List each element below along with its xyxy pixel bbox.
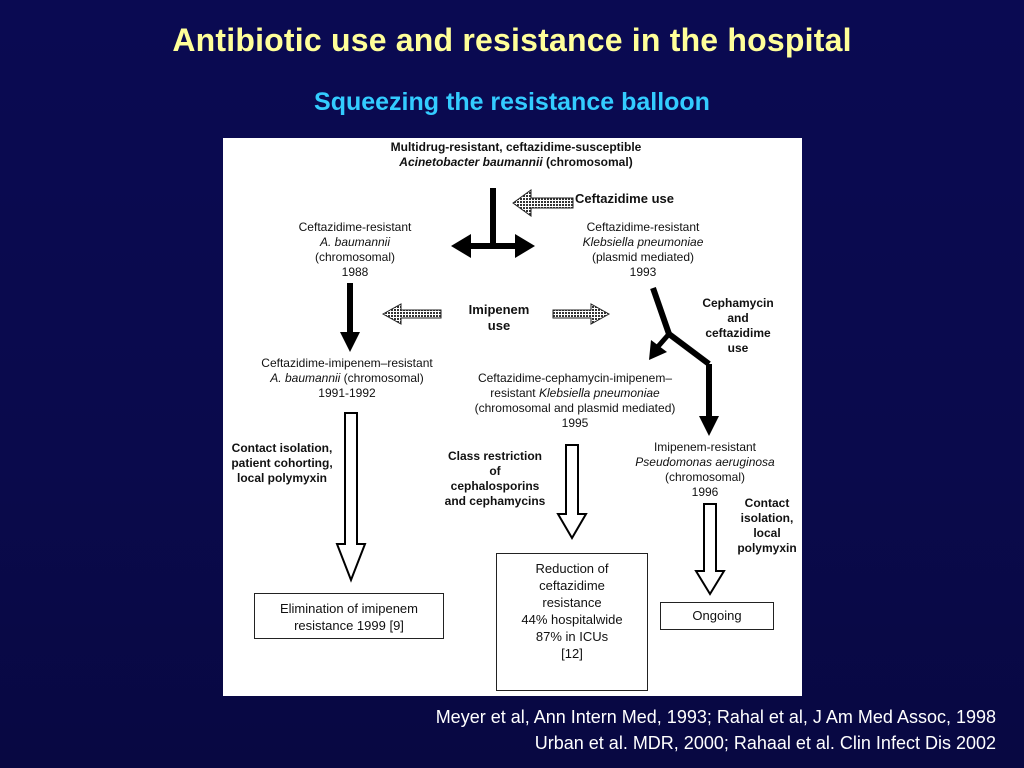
mid2-line3: (chromosomal and plasmid mediated) [474,401,676,415]
left-node-1988 [275,220,435,280]
hollow-arrow-mid [558,445,586,538]
hollow-arrow-right [696,504,724,594]
right2-line1: Imipenem-resistant [653,440,757,454]
outcome-ongoing-box: Ongoing [660,602,774,630]
left2-line1: Ceftazidime-imipenem–resistant [261,356,433,370]
contact-left-line1: Contact isolation, [231,441,333,455]
contact-isolation-right [731,496,803,556]
cephamycin-line2: and [727,311,749,325]
top-species: Acinetobacter baumannii [399,155,543,169]
cephamycin-line1: Cephamycin [702,296,774,310]
reference-line-1: Meyer et al, Ann Intern Med, 1993; Rahal et al, J Am Med Assoc, 1998 [435,707,996,727]
outcome-reduction-box [496,553,648,691]
outcome-mid-line1: Reduction of [535,561,609,576]
top-line-1: Multidrug-resistant, ceftazidime-susceptible [390,140,642,154]
right1-line1: Ceftazidime-resistant [586,220,700,234]
right1-line3: (plasmid mediated) [591,250,695,264]
contact-left-line2: patient cohorting, [231,456,333,470]
outcome-mid-line2: ceftazidime [539,578,605,593]
cephamycin-line4: use [727,341,749,355]
hollow-arrow-left [337,413,365,580]
outcome-left-line2: resistance 1999 [9] [294,618,404,633]
contact-isolation-left [223,441,341,486]
ceftazidime-use-arrow [513,190,573,216]
right2-year: 1996 [691,485,719,499]
cephamycin-line3: ceftazidime [705,326,771,340]
class-restriction-line4: and cephamycins [444,494,546,508]
left1-line3: (chromosomal) [314,250,395,264]
imipenem-line1: Imipenem [468,302,530,317]
right1-year: 1993 [629,265,657,279]
references [436,704,996,756]
class-restriction-line3: cephalosporins [450,479,540,493]
mid2-species: Klebsiella pneumoniae [538,386,660,400]
mid-node-1995 [455,371,695,431]
right-node-1993 [553,220,733,280]
imipenem-right-arrow [553,304,609,324]
class-restriction-line1: Class restriction [447,449,543,463]
outcome-elimination-box [254,593,444,639]
contact-right-line1: Contact [744,496,790,510]
right2-line3: (chromosomal) [664,470,745,484]
resistance-flow-diagram [223,138,802,696]
mid2-year: 1995 [561,416,589,430]
class-restriction-label [435,449,555,509]
outcome-mid-line6: [12] [561,646,583,661]
outcome-mid-line5: 87% in ICUs [535,629,609,644]
slide-subtitle: Squeezing the resistance balloon [314,88,710,116]
slide-title: Antibiotic use and resistance in the hospital [172,22,852,58]
mid2-prefix: resistant [490,386,539,400]
imipenem-left-arrow [383,304,441,324]
imipenem-use-label [449,302,549,334]
imipenem-line2: use [487,318,511,333]
left2-year: 1991-1992 [318,386,376,400]
left-node-1991 [237,356,457,401]
left2-type: (chromosomal) [340,371,424,385]
branch-stem [653,288,669,334]
left1-year: 1988 [341,265,369,279]
left2-species: A. baumannii [270,371,341,385]
contact-right-line4: polymyxin [737,541,797,555]
split-right-head [515,234,535,258]
top-organism-label [351,140,681,170]
outcome-mid-line3: resistance [542,595,602,610]
contact-right-line3: local [753,526,781,540]
left1-species: A. baumannii [319,235,391,249]
contact-right-line2: isolation, [740,511,794,525]
right-node-1996 [615,440,795,500]
cephamycin-use-label [688,296,788,356]
outcome-left-line1: Elimination of imipenem [279,601,418,616]
right2-species: Pseudomonas aeruginosa [635,455,775,469]
split-left-head [451,234,471,258]
contact-left-line3: local polymyxin [236,471,328,485]
top-type: (chromosomal) [542,155,633,169]
left-down-head [340,332,360,352]
reference-line-2: Urban et al. MDR, 2000; Rahaal et al. Clin Infect Dis 2002 [534,733,996,753]
left1-line1: Ceftazidime-resistant [298,220,412,234]
mid2-line1: Ceftazidime-cephamycin-imipenem– [477,371,673,385]
outcome-mid-line4: 44% hospitalwide [521,612,623,627]
right1-species: Klebsiella pneumoniae [582,235,704,249]
ceftazidime-use-label: Ceftazidime use [575,191,674,206]
branch-down-head [699,416,719,436]
class-restriction-line2: of [489,464,501,478]
